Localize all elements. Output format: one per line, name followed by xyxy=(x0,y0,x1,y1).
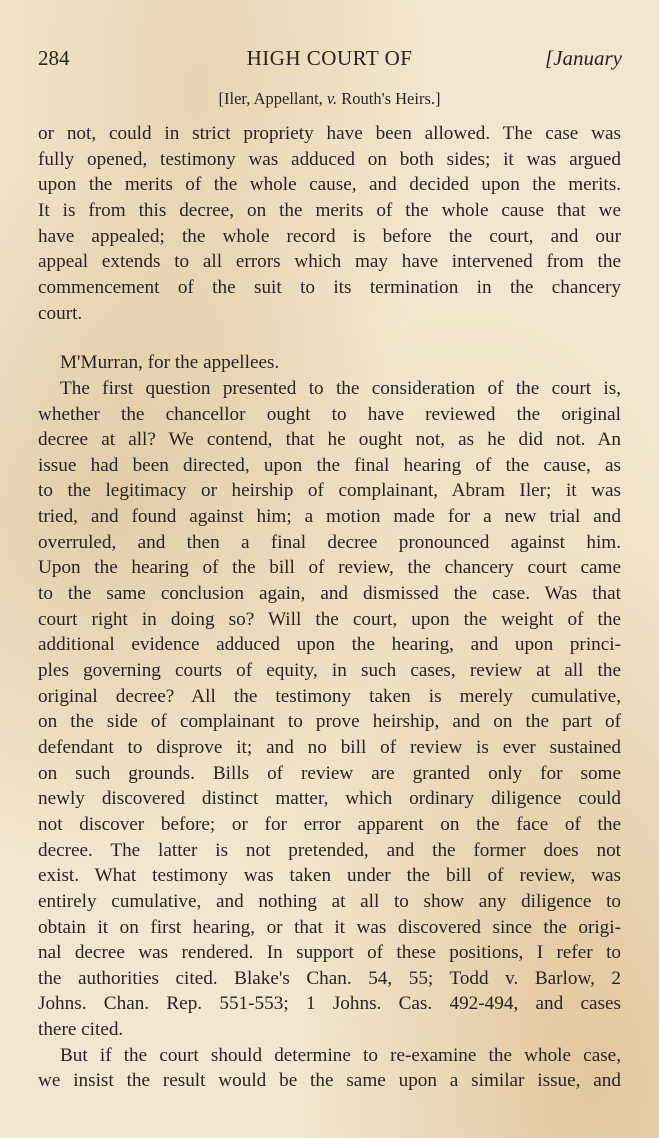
text-line: Upon the hearing of the bill of review, the chancery court came xyxy=(38,557,621,579)
running-head-pre: [Iler, Appellant, xyxy=(218,89,327,108)
running-head-italic: v. xyxy=(326,89,338,108)
text-line: whether the chancellor ought to have reviewed the original xyxy=(38,403,621,425)
text-line: court right in doing so? Will the court, upon the weight of the xyxy=(38,608,621,630)
text-line: commencement of the suit to its termination in the chancery xyxy=(38,276,621,298)
text-line: on such grounds. Bills of review are granted only for some xyxy=(38,762,621,784)
text-line: additional evidence adduced upon the hearing, and upon princi- xyxy=(38,634,621,656)
text-line: appeal extends to all errors which may have intervened from the xyxy=(38,251,621,273)
text-line: But if the court should determine to re-examine the whole case, xyxy=(60,1044,621,1066)
text-line: ples governing courts of equity, in such cases, review at all the xyxy=(38,660,621,681)
page-number: 284 xyxy=(38,46,70,70)
text-line: defendant to disprove it; and no bill of review is ever sustained xyxy=(38,736,621,758)
text-line: not discover before; or for error apparent on the face of the xyxy=(38,813,621,835)
text-line: or not, could in strict propriety have been allowed. The case was xyxy=(38,123,621,144)
text-line: upon the merits of the whole cause, and decided upon the merits. xyxy=(38,174,621,196)
text-line: M'Murran, for the appellees. xyxy=(60,352,280,374)
text-line: Johns. Chan. Rep. 551-553; 1 Johns. Cas. 492-494, and cases xyxy=(38,993,621,1015)
running-head-post: Routh's Heirs.] xyxy=(337,89,441,108)
text-line: on the side of complainant to prove heirship, and on the part of xyxy=(38,711,621,733)
text-line: decree at all? We contend, that he ought not, as he did not. An xyxy=(38,429,621,451)
page-header-title: HIGH COURT OF xyxy=(246,46,413,70)
text-line: original decree? All the testimony taken is merely cumulative, xyxy=(38,685,621,707)
text-line: newly discovered distinct matter, which ordinary diligence could xyxy=(38,788,621,810)
text-line: we insist the result would be the same upon a similar issue, and xyxy=(38,1070,621,1092)
text-line: have appealed; the whole record is before the court, and our xyxy=(38,225,621,247)
text-line: fully opened, testimony was adduced on both sides; it was argued xyxy=(38,148,621,170)
text-line: The first question presented to the consideration of the court is, xyxy=(60,377,621,399)
text-line: court. xyxy=(38,302,83,324)
text-line: entirely cumulative, and nothing at all to show any diligence to xyxy=(38,890,621,912)
text-line: obtain it on first hearing, or that it was discovered since the origi- xyxy=(38,916,621,938)
text-line: issue had been directed, upon the final hearing of the cause, as xyxy=(38,454,621,476)
text-line: there cited. xyxy=(38,1019,124,1041)
text-line: tried, and found against him; a motion made for a new trial and xyxy=(38,506,621,528)
text-line: nal decree was rendered. In support of these positions, I refer to xyxy=(38,942,621,964)
page-header-month: [January xyxy=(545,46,622,70)
text-line: It is from this decree, on the merits of the whole cause that we xyxy=(38,199,621,221)
text-line: to the legitimacy or heirship of complainant, Abram Iler; it was xyxy=(38,480,621,502)
text-line: overruled, and then a final decree pronounced against him. xyxy=(38,531,621,553)
running-head xyxy=(0,89,659,109)
text-line: decree. The latter is not pretended, and the former does not xyxy=(38,839,621,861)
text-line: to the same conclusion again, and dismissed the case. Was that xyxy=(38,583,621,605)
text-line: exist. What testimony was taken under the bill of review, was xyxy=(38,865,621,887)
text-line: the authorities cited. Blake's Chan. 54, 55; Todd v. Barlow, 2 xyxy=(38,967,621,989)
